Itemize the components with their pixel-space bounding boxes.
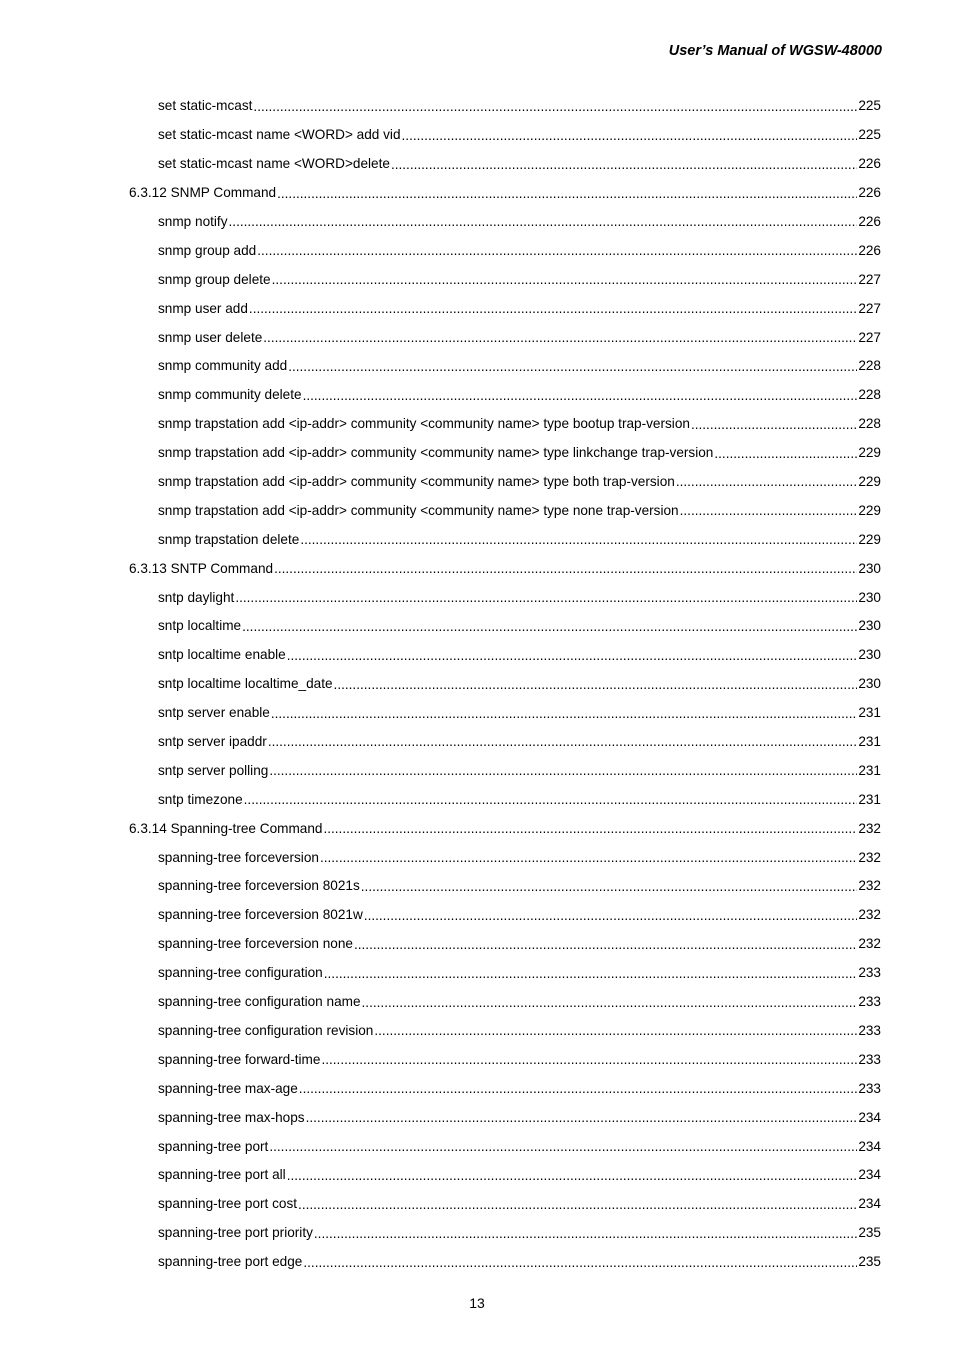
toc-entry[interactable] [0, 265, 954, 294]
toc-dot-leader [323, 821, 857, 837]
toc-entry-page-number: 229 [858, 474, 881, 490]
toc-entry-title: spanning-tree port priority [158, 1225, 313, 1241]
toc-dot-leader [272, 272, 858, 288]
toc-dot-leader [320, 850, 857, 866]
toc-dot-leader [321, 1052, 857, 1068]
toc-entry-page-number: 233 [858, 994, 881, 1010]
toc-dot-leader [244, 792, 858, 808]
toc-entry-page-number: 234 [858, 1167, 881, 1183]
toc-dot-leader [676, 474, 857, 490]
toc-entry-title: spanning-tree forceversion 8021s [158, 878, 360, 894]
toc-entry-title: spanning-tree forward-time [158, 1051, 321, 1067]
toc-entry-title: spanning-tree forceversion none [158, 936, 353, 952]
toc-entry-title: snmp community delete [158, 387, 302, 403]
toc-entry-page-number: 235 [858, 1225, 881, 1241]
toc-entry[interactable] [0, 1103, 954, 1132]
toc-entry[interactable] [0, 294, 954, 323]
toc-entry-title: sntp localtime [158, 618, 242, 634]
toc-entry-title: snmp user delete [158, 329, 263, 345]
toc-dot-leader [374, 1023, 857, 1039]
toc-entry-title: 6.3.12 SNMP Command [129, 185, 277, 201]
toc-dot-leader [257, 243, 857, 259]
toc-entry-page-number: 233 [858, 1080, 881, 1096]
toc-section-entry[interactable] [0, 179, 954, 208]
toc-entry-title: snmp trapstation add <ip-addr> community <community name> type bootup trap-version [158, 416, 690, 432]
toc-entry[interactable] [0, 208, 954, 237]
toc-entry-page-number: 232 [858, 936, 881, 952]
toc-dot-leader [288, 359, 857, 375]
toc-entry[interactable] [0, 756, 954, 785]
toc-entry[interactable] [0, 352, 954, 381]
toc-entry-title: sntp localtime enable [158, 647, 286, 663]
toc-dot-leader [361, 879, 858, 895]
toc-entry[interactable] [0, 612, 954, 641]
toc-entry[interactable] [0, 1132, 954, 1161]
toc-dot-leader [324, 966, 858, 982]
toc-entry-page-number: 230 [858, 618, 881, 634]
toc-entry[interactable] [0, 901, 954, 930]
toc-entry-page-number: 234 [858, 1196, 881, 1212]
toc-dot-leader [714, 446, 857, 462]
toc-entry[interactable] [0, 236, 954, 265]
toc-entry[interactable] [0, 1045, 954, 1074]
toc-entry-title: spanning-tree port cost [158, 1196, 298, 1212]
toc-entry-title: snmp notify [158, 214, 228, 229]
toc-entry-title: set static-mcast name <WORD>delete [158, 156, 390, 172]
toc-dot-leader [269, 763, 857, 779]
toc-dot-leader [303, 388, 858, 404]
toc-entry-title: spanning-tree port [158, 1138, 269, 1154]
toc-entry-title: spanning-tree forceversion 8021w [158, 907, 363, 923]
toc-dot-leader [391, 157, 857, 173]
toc-entry-title: sntp server enable [158, 705, 270, 721]
toc-section-entry[interactable] [0, 814, 954, 843]
toc-dot-leader [277, 186, 857, 202]
toc-entry[interactable] [0, 670, 954, 699]
toc-entry-title: set static-mcast name <WORD> add vid [158, 127, 401, 143]
toc-dot-leader [691, 417, 857, 433]
toc-entry-title: snmp trapstation add <ip-addr> community <community name> type both trap-version [158, 474, 675, 490]
toc-entry-page-number: 234 [858, 1138, 881, 1154]
toc-dot-leader [300, 532, 857, 548]
toc-entry-title: spanning-tree max-age [158, 1080, 298, 1096]
toc-entry-title: 6.3.14 Spanning-tree Command [129, 820, 323, 836]
toc-entry-title: sntp daylight [158, 589, 235, 605]
toc-entry-page-number: 226 [858, 156, 881, 172]
toc-dot-leader [274, 561, 857, 577]
table-of-contents [0, 92, 954, 1277]
toc-dot-leader [287, 1168, 858, 1184]
toc-entry-page-number: 225 [858, 127, 881, 143]
toc-entry-page-number: 230 [858, 560, 881, 576]
toc-dot-leader [249, 301, 857, 317]
toc-entry[interactable] [0, 1161, 954, 1190]
toc-dot-leader [362, 995, 858, 1011]
toc-entry-page-number: 228 [858, 358, 881, 374]
toc-dot-leader [299, 1081, 858, 1097]
document-header-title: User’s Manual of WGSW-48000 [668, 43, 882, 59]
toc-dot-leader [253, 99, 857, 115]
toc-entry-page-number: 231 [858, 762, 881, 778]
toc-entry-title: sntp server ipaddr [158, 734, 267, 750]
toc-entry-title: spanning-tree forceversion [158, 849, 319, 865]
toc-entry[interactable] [0, 468, 954, 497]
toc-entry[interactable] [0, 583, 954, 612]
toc-entry[interactable] [0, 525, 954, 554]
toc-entry[interactable] [0, 150, 954, 179]
toc-entry-page-number: 230 [858, 647, 881, 663]
toc-dot-leader [268, 734, 858, 750]
toc-entry-page-number: 232 [858, 878, 881, 894]
toc-dot-leader [314, 1226, 857, 1242]
toc-entry[interactable] [0, 843, 954, 872]
toc-entry[interactable] [0, 1219, 954, 1248]
toc-entry-title: spanning-tree configuration revision [158, 1022, 374, 1038]
toc-dot-leader [303, 1255, 857, 1271]
page-number: 13 [469, 1295, 485, 1311]
toc-entry[interactable] [0, 930, 954, 959]
toc-entry-title: spanning-tree max-hops [158, 1109, 305, 1125]
toc-entry-title: spanning-tree port edge [158, 1254, 303, 1270]
toc-entry-page-number: 228 [858, 387, 881, 403]
toc-entry[interactable] [0, 728, 954, 757]
toc-entry-title: sntp localtime localtime_date [158, 676, 333, 692]
toc-entry-title: set static-mcast [158, 98, 253, 114]
toc-entry-page-number: 225 [858, 98, 881, 114]
toc-dot-leader [402, 128, 858, 144]
toc-dot-leader [364, 908, 858, 924]
toc-entry-title: spanning-tree configuration name [158, 994, 361, 1010]
toc-dot-leader [263, 330, 857, 346]
toc-entry-title: spanning-tree port all [158, 1167, 286, 1183]
toc-dot-leader [680, 503, 858, 519]
toc-entry[interactable] [0, 323, 954, 352]
toc-entry[interactable] [0, 410, 954, 439]
toc-entry-page-number: 229 [858, 502, 881, 518]
toc-entry[interactable] [0, 496, 954, 525]
toc-entry-title: 6.3.13 SNTP Command [129, 560, 274, 576]
toc-entry[interactable] [0, 1248, 954, 1277]
toc-entry-page-number: 227 [858, 329, 881, 345]
toc-entry-page-number: 234 [858, 1109, 881, 1125]
toc-entry[interactable] [0, 641, 954, 670]
toc-entry-title: sntp server polling [158, 762, 269, 778]
toc-entry[interactable] [0, 381, 954, 410]
toc-entry-page-number: 226 [858, 185, 881, 201]
toc-entry-page-number: 233 [858, 1022, 881, 1038]
toc-entry-page-number: 232 [858, 820, 881, 836]
toc-entry-title: sntp timezone [158, 791, 243, 807]
toc-entry-title: spanning-tree configuration [158, 965, 323, 981]
toc-entry[interactable] [0, 785, 954, 814]
toc-entry-page-number: 235 [858, 1254, 881, 1270]
toc-entry-title: snmp group add [158, 242, 257, 258]
toc-entry-page-number: 226 [858, 214, 881, 229]
toc-entry-page-number: 229 [858, 445, 881, 461]
toc-entry-title: snmp trapstation delete [158, 531, 300, 547]
toc-dot-leader [271, 706, 857, 722]
toc-entry-page-number: 229 [858, 531, 881, 547]
toc-dot-leader [242, 619, 857, 635]
toc-entry-page-number: 226 [858, 242, 881, 258]
toc-entry[interactable] [0, 92, 954, 121]
toc-entry-page-number: 228 [858, 416, 881, 432]
toc-dot-leader [334, 677, 858, 693]
toc-entry-title: snmp trapstation add <ip-addr> community <community name> type none trap-version [158, 502, 679, 518]
toc-entry-page-number: 230 [858, 589, 881, 605]
toc-entry[interactable] [0, 872, 954, 901]
toc-entry[interactable] [0, 439, 954, 468]
toc-entry[interactable] [0, 1190, 954, 1219]
toc-entry-title: snmp community add [158, 358, 288, 374]
toc-entry-page-number: 233 [858, 965, 881, 981]
toc-entry[interactable] [0, 959, 954, 988]
toc-entry-page-number: 231 [858, 705, 881, 721]
toc-entry-page-number: 231 [858, 734, 881, 750]
toc-dot-leader [235, 590, 857, 606]
toc-entry-page-number: 232 [858, 907, 881, 923]
toc-entry-page-number: 233 [858, 1051, 881, 1067]
toc-entry-page-number: 232 [858, 849, 881, 865]
toc-entry[interactable] [0, 1017, 954, 1046]
toc-entry[interactable] [0, 699, 954, 728]
toc-dot-leader [287, 648, 858, 664]
toc-entry-page-number: 231 [858, 791, 881, 807]
toc-dot-leader [354, 937, 857, 953]
toc-entry-title: snmp user add [158, 300, 248, 316]
toc-entry-page-number: 227 [858, 271, 881, 287]
toc-entry[interactable] [0, 1074, 954, 1103]
toc-dot-leader [298, 1197, 857, 1213]
toc-entry-title: snmp group delete [158, 271, 271, 287]
toc-section-entry[interactable] [0, 554, 954, 583]
toc-entry-page-number: 230 [858, 676, 881, 692]
toc-dot-leader [229, 214, 858, 230]
toc-entry[interactable] [0, 121, 954, 150]
toc-entry-title: snmp trapstation add <ip-addr> community <community name> type linkchange trap-version [158, 445, 714, 461]
toc-dot-leader [306, 1110, 858, 1126]
toc-entry-page-number: 227 [858, 300, 881, 316]
toc-entry[interactable] [0, 988, 954, 1017]
toc-dot-leader [269, 1139, 857, 1155]
